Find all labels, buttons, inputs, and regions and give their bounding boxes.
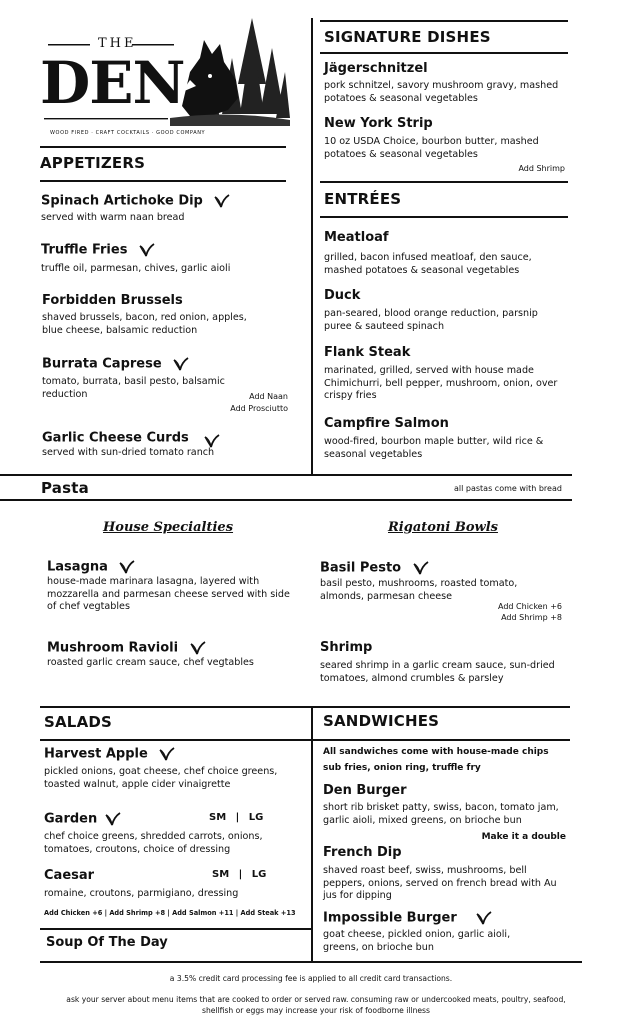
item-name: Impossible Burger xyxy=(323,910,457,926)
item-truffle-fries xyxy=(41,242,156,258)
item-new-york-strip xyxy=(324,116,433,131)
salads-rule-top xyxy=(40,706,570,708)
divider-vertical-top xyxy=(311,18,313,474)
addon-chicken: Add Chicken +6 xyxy=(498,602,562,611)
size-separator: | xyxy=(235,812,240,823)
item-name: Duck xyxy=(324,288,361,303)
item-desc: pan-seared, blood orange reduction, parsnip puree & sauteed spinach xyxy=(324,308,538,332)
item-caesar xyxy=(44,868,94,883)
size-separator: | xyxy=(238,869,243,880)
addon-naan: Add Naan xyxy=(249,392,288,401)
size-options xyxy=(212,869,266,880)
vegetarian-leaf-icon xyxy=(189,640,207,656)
item-flank-steak xyxy=(324,345,410,360)
item-desc: served with sun-dried tomato ranch xyxy=(42,447,215,458)
item-desc: basil pesto, mushrooms, roasted tomato, almonds, parmesan cheese xyxy=(320,578,518,602)
house-specialties-title: House Specialties xyxy=(103,520,234,535)
item-name: Truffle Fries xyxy=(41,242,128,258)
size-options xyxy=(209,812,263,823)
item-garlic-cheese-curds xyxy=(42,427,221,449)
item-name: Garden xyxy=(44,811,98,827)
item-name: Jägerschnitzel xyxy=(324,61,428,76)
entrees-rule-top xyxy=(320,181,568,183)
addon-shrimp: Add Shrimp +8 xyxy=(501,613,562,622)
entrees-title: ENTRÉES xyxy=(324,190,402,208)
pasta-rule-top xyxy=(0,474,572,476)
item-forbidden-brussels xyxy=(42,293,183,308)
rigatoni-bowls-title: Rigatoni Bowls xyxy=(388,520,498,535)
sandwiches-note-1: All sandwiches come with house-made chips xyxy=(323,747,549,757)
logo-tagline: WOOD FIRED · CRAFT COCKTAILS · GOOD COMPANY xyxy=(50,130,206,136)
fee-notice: a 3.5% credit card processing fee is applied to all credit card transactions. xyxy=(169,974,453,983)
signature-title: SIGNATURE DISHES xyxy=(324,28,491,46)
item-jagerschnitzel xyxy=(324,61,428,76)
item-impossible-burger xyxy=(323,910,493,926)
item-name: Caesar xyxy=(44,868,95,883)
item-meatloaf xyxy=(324,230,389,245)
size-sm: SM xyxy=(209,812,227,823)
item-mushroom-ravioli xyxy=(47,640,207,656)
vegetarian-leaf-icon xyxy=(412,560,430,576)
item-desc: wood-fired, bourbon maple butter, wild rice & seasonal vegetables xyxy=(324,436,544,460)
vegetarian-leaf-icon xyxy=(138,242,156,258)
item-burrata-caprese xyxy=(42,356,190,372)
salad-addons: Add Chicken +6 | Add Shrimp +8 | Add Salmon +11 | Add Steak +13 xyxy=(44,909,296,917)
item-den-burger xyxy=(323,783,407,798)
item-name: New York Strip xyxy=(324,116,433,131)
logo-the: THE xyxy=(98,36,137,51)
item-garden xyxy=(44,811,122,827)
item-desc: shaved brussels, bacon, red onion, apples, blue cheese, balsamic reduction xyxy=(42,312,247,336)
item-name: Mushroom Ravioli xyxy=(47,640,179,656)
item-desc: pickled onions, goat cheese, chef choice greens, toasted walnut, apple cider vinaigrette xyxy=(44,766,278,790)
addon-prosciutto: Add Prosciutto xyxy=(230,404,288,413)
item-name: Burrata Caprese xyxy=(42,356,162,372)
item-desc: chef choice greens, shredded carrots, onions, tomatoes, croutons, choice of dressing xyxy=(44,831,263,855)
item-desc: shaved roast beef, swiss, mushrooms, bell peppers, onions, served on french bread with Au jus for dipping xyxy=(323,865,557,901)
item-desc: tomato, burrata, basil pesto, balsamic reduction xyxy=(42,376,225,400)
item-name: Forbidden Brussels xyxy=(42,293,183,308)
item-name: Lasagna xyxy=(47,559,108,575)
soup-rule-top xyxy=(40,928,312,930)
item-name: Garlic Cheese Curds xyxy=(42,430,189,446)
item-desc: roasted garlic cream sauce, chef vegtables xyxy=(47,657,254,668)
addon-shrimp: Add Shrimp xyxy=(518,164,565,173)
item-desc: served with warm naan bread xyxy=(41,212,185,223)
pasta-title: Pasta xyxy=(41,479,89,497)
item-name: Meatloaf xyxy=(324,230,389,245)
item-campfire-salmon xyxy=(324,416,449,431)
appetizers-rule-bottom xyxy=(40,180,286,182)
vegetarian-leaf-icon xyxy=(104,811,122,827)
item-desc: grilled, bacon infused meatloaf, den sauce, mashed potatoes & seasonal vegetables xyxy=(324,252,532,276)
item-spinach-artichoke-dip xyxy=(41,193,231,209)
item-name: Campfire Salmon xyxy=(324,416,449,431)
vegetarian-leaf-icon xyxy=(172,356,190,372)
item-name: Spinach Artichoke Dip xyxy=(41,193,203,209)
item-name: Den Burger xyxy=(323,783,407,798)
salads-rule-bottom xyxy=(40,739,570,741)
item-french-dip xyxy=(323,845,402,860)
size-sm: SM xyxy=(212,869,230,880)
item-desc: goat cheese, pickled onion, garlic aioli, greens, on brioche bun xyxy=(323,929,511,953)
sandwiches-note-2: sub fries, onion ring, truffle fry xyxy=(323,763,481,773)
entrees-rule-bottom xyxy=(320,216,568,218)
item-desc: romaine, croutons, parmigiano, dressing xyxy=(44,888,239,899)
divider-vertical-bottom xyxy=(311,706,313,961)
item-shrimp xyxy=(320,640,372,655)
item-name: Shrimp xyxy=(320,640,373,655)
size-lg: LG xyxy=(248,812,264,823)
item-desc: short rib brisket patty, swiss, bacon, tomato jam, garlic aioli, mixed greens, on brioche bun xyxy=(323,802,559,826)
item-name: Basil Pesto xyxy=(320,560,402,576)
item-desc: marinated, grilled, served with house made Chimichurri, bell pepper, mushroom, onion, over crispy fries xyxy=(324,365,558,401)
logo-den: DEN xyxy=(40,49,185,117)
item-desc: pork schnitzel, savory mushroom gravy, mashed potatoes & seasonal vegetables xyxy=(324,80,559,104)
item-desc: 10 oz USDA Choice, bourbon butter, mashed potatoes & seasonal vegetables xyxy=(324,136,539,160)
item-name: French Dip xyxy=(323,845,402,860)
pasta-rule-bottom xyxy=(0,499,572,501)
footer-rule xyxy=(40,961,582,963)
pasta-note: all pastas come with bread xyxy=(454,484,562,493)
signature-rule-bottom xyxy=(320,52,568,54)
item-lasagna xyxy=(47,559,136,575)
addon-make-double: Make it a double xyxy=(481,832,566,842)
item-duck xyxy=(324,288,360,303)
item-desc: house-made marinara lasagna, layered with mozzarella and parmesan cheese served with side of chef vegtables xyxy=(47,576,290,612)
item-harvest-apple xyxy=(44,746,176,762)
size-lg: LG xyxy=(251,869,267,880)
appetizers-rule-top xyxy=(40,146,286,148)
appetizers-title: APPETIZERS xyxy=(40,154,146,172)
sandwiches-title: SANDWICHES xyxy=(323,712,440,730)
vegetarian-leaf-icon xyxy=(213,193,231,209)
soup-of-the-day: Soup Of The Day xyxy=(46,935,168,950)
vegetarian-leaf-icon xyxy=(118,559,136,575)
vegetarian-leaf-icon xyxy=(158,746,176,762)
item-name: Flank Steak xyxy=(324,345,411,360)
signature-rule-top xyxy=(320,20,568,22)
item-name: Harvest Apple xyxy=(44,746,148,762)
item-desc: seared shrimp in a garlic cream sauce, sun-dried tomatoes, almond crumbles & parsley xyxy=(320,660,555,684)
raw-food-warning: ask your server about menu items that are cooked to order or served raw. consuming raw or undercooked meats, poultry, seafood, shellfish or eggs may increase your risk of foodborne illness xyxy=(66,995,566,1015)
vegetarian-leaf-icon xyxy=(475,910,493,926)
item-basil-pesto xyxy=(320,560,430,576)
logo xyxy=(40,14,290,144)
salads-title: SALADS xyxy=(44,713,113,731)
item-desc: truffle oil, parmesan, chives, garlic aioli xyxy=(41,263,231,274)
